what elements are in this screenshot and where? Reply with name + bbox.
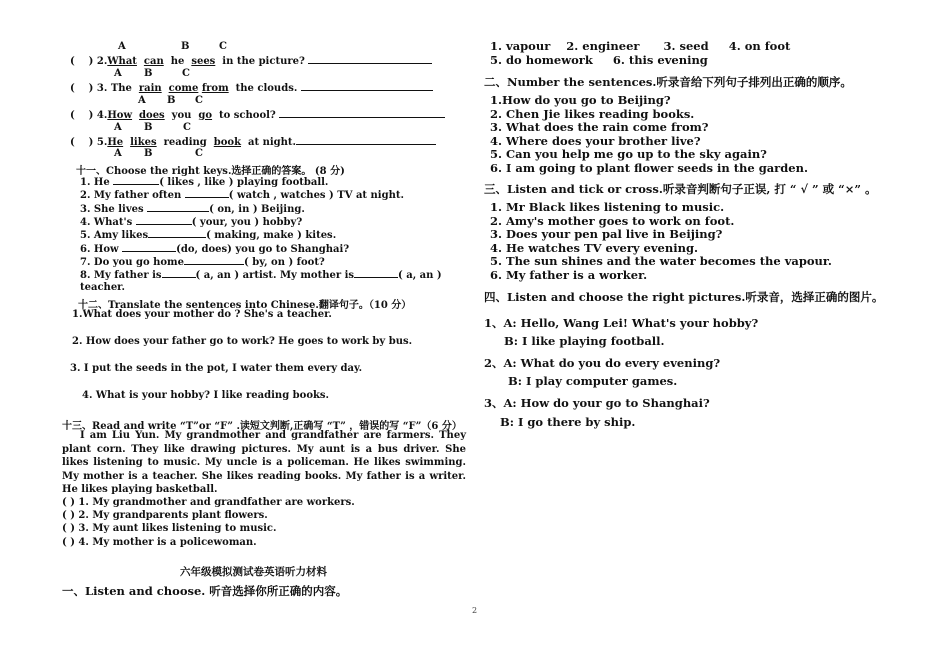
tick-item-5: 5. The sun shines and the water becomes the vapour. xyxy=(490,254,832,268)
number-item-3: 3. What does the rain come from? xyxy=(490,120,709,134)
mc-question-2: ( ) 2.What can he sees in the picture? xyxy=(70,54,432,67)
section-11-title: 十一、Choose the right keys.选择正确的答案。 (8 分) xyxy=(76,166,345,177)
mc-question-5: ( ) 5.He likes reading book at night. xyxy=(70,135,436,148)
choose-item-3: 3. She lives ( on, in ) Beijing. xyxy=(80,204,305,215)
choose-item-2: 2. My father often ( watch , watches ) TV at night. xyxy=(80,190,404,201)
listen-choose-heading: 一、Listen and choose. 听音选择你所正确的内容。 xyxy=(62,584,348,598)
tick-item-1: 1. Mr Black likes listening to music. xyxy=(490,200,725,214)
choose-item-8-tail: teacher. xyxy=(80,282,126,293)
choose-item-8: 8. My father is ( a, an ) artist. My mother is ( a, an ) xyxy=(80,270,442,281)
section-12-title: 十二、Translate the sentences into Chinese.翻译句子。（10 分） xyxy=(78,300,412,311)
tick-item-4: 4. He watches TV every evening. xyxy=(490,241,699,255)
translate-item-4: 4. What is your hobby? I like reading books. xyxy=(82,390,330,401)
dialog-2-a: B: I play computer games. xyxy=(508,374,678,388)
number-item-5: 5. Can you help me go up to the sky again? xyxy=(490,147,767,161)
section-13-title: 十三、Read and write “T”or “F” .读短文判断,正确写 “T” ，错误的写 “F”（6 分） xyxy=(62,421,462,432)
tf-item-4: ( ) 4. My mother is a policewoman. xyxy=(62,537,257,548)
dialog-3-q: 3、A: How do your go to Shanghai? xyxy=(484,396,710,410)
dialog-3-a: B: I go there by ship. xyxy=(500,415,636,429)
choose-item-1: 1. He ( likes , like ) playing football. xyxy=(80,177,329,188)
dialog-1-a: B: I like playing football. xyxy=(504,334,665,348)
translate-item-2: 2. How does your father go to work? He goes to work by bus. xyxy=(72,336,413,347)
reading-passage: I am Liu Yun. My grandmother and grandfather are farmers. They plant corn. They like drawing pictures. My aunt is a bus driver. She likes listening to music. My uncle is a policeman. He likes swimming. My mother is a teacher. She likes reading books. My father is a writer. He likes playing basketball. xyxy=(62,430,466,496)
section-2-title: 二、Number the sentences.听录音给下列句子排列出正确的顺序。 xyxy=(484,75,852,89)
tf-item-3: ( ) 3. My aunt likes listening to music. xyxy=(62,523,277,534)
choose-item-6: 6. How (do, does) you go to Shanghai? xyxy=(80,244,350,255)
mc-question-4: ( ) 4.How does you go to school? xyxy=(70,108,445,121)
tick-item-3: 3. Does your pen pal live in Beijing? xyxy=(490,227,723,241)
mc-question-3: ( ) 3. The rain come from the clouds. xyxy=(70,81,433,94)
listening-material-title: 六年级模拟测试卷英语听力材料 xyxy=(180,566,327,578)
tick-item-2: 2. Amy's mother goes to work on foot. xyxy=(490,214,735,228)
choose-item-7: 7. Do you go home ( by, on ) foot? xyxy=(80,257,325,268)
word-row-2: 5. do homework 6. this evening xyxy=(490,53,708,67)
tf-item-1: ( ) 1. My grandmother and grandfather are workers. xyxy=(62,497,355,508)
word-row-1: 1. vapour 2. engineer 3. seed 4. on foot xyxy=(490,39,791,53)
tf-item-2: ( ) 2. My grandparents plant flowers. xyxy=(62,510,268,521)
translate-item-3: 3. I put the seeds in the pot, I water them every day. xyxy=(70,363,363,374)
tick-item-6: 6. My father is a worker. xyxy=(490,268,648,282)
number-item-1: 1.How do you go to Beijing? xyxy=(490,93,671,107)
choose-item-5: 5. Amy likes ( making, make ) kites. xyxy=(80,230,337,241)
number-item-6: 6. I am going to plant flower seeds in the garden. xyxy=(490,161,808,175)
page-number: 2 xyxy=(472,606,478,615)
number-item-4: 4. Where does your brother live? xyxy=(490,134,701,148)
choose-item-4: 4. What's ( your, you ) hobby? xyxy=(80,217,303,228)
dialog-2-q: 2、A: What do you do every evening? xyxy=(484,356,721,370)
dialog-1-q: 1、A: Hello, Wang Lei! What's your hobby? xyxy=(484,316,759,330)
section-4-title: 四、Listen and choose the right pictures.听录音，选择正确的图片。 xyxy=(484,290,884,304)
translate-item-1: 1.What does your mother do ? She's a teacher. xyxy=(72,309,332,320)
number-item-2: 2. Chen Jie likes reading books. xyxy=(490,107,695,121)
section-3-title: 三、Listen and tick or cross.听录音判断句子正误, 打 “ √ ” 或 “×” 。 xyxy=(484,182,877,196)
